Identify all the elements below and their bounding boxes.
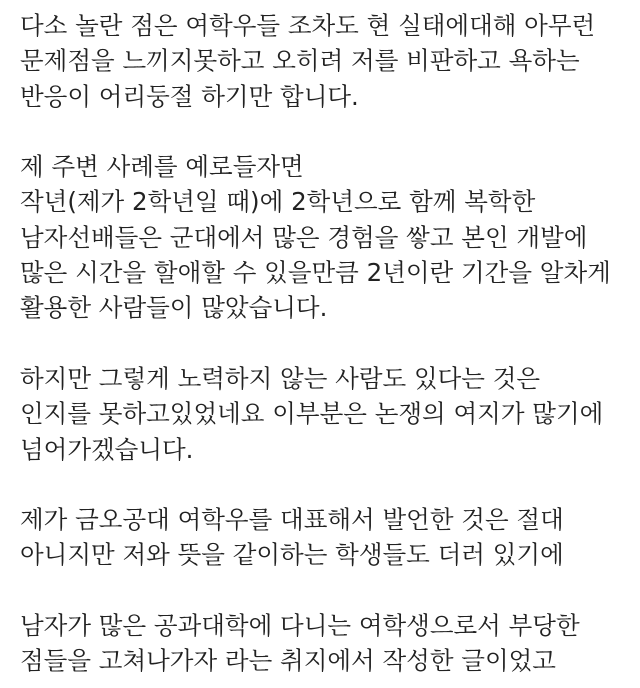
text-line: 남자가 많은 공과대학에 다니는 여학생으로서 부당한 <box>20 611 580 641</box>
text-line: 제가 금오공대 여학우를 대표해서 발언한 것은 절대 <box>20 505 564 535</box>
text-line: 다소 놀란 점은 여학우들 조차도 현 실태에대해 아무런 <box>20 11 596 40</box>
text-line: 점들을 고쳐나가자 라는 취지에서 작성한 글이었고 <box>20 646 556 676</box>
text-line: 아니지만 저와 뜻을 같이하는 학생들도 더러 있기에 <box>20 540 564 570</box>
text-line: 많은 시간을 할애할 수 있을만큼 2년이란 기간을 알차게 <box>20 258 611 288</box>
text-line: 인지를 못하고있었네요 이부분은 논쟁의 여지가 많기에 <box>20 399 604 429</box>
text-line: 문제점을 느끼지못하고 오히려 저를 비판하고 욕하는 <box>20 46 580 76</box>
paragraph-4 <box>20 502 630 573</box>
paragraph-5 <box>20 608 630 679</box>
text-line: 제 주변 사례를 예로들자면 <box>20 152 304 182</box>
text-line: 활용한 사람들이 많았습니다. <box>20 293 328 323</box>
paragraph-3 <box>20 361 630 467</box>
paragraph-2 <box>20 149 630 325</box>
post-body <box>20 8 630 679</box>
text-line: 작년(제가 2학년일 때)에 2학년으로 함께 복학한 <box>20 187 536 217</box>
text-line: 남자선배들은 군대에서 많은 경험을 쌓고 본인 개발에 <box>20 222 588 252</box>
paragraph-1 <box>20 8 630 114</box>
text-line: 넘어가겠습니다. <box>20 434 194 464</box>
text-line: 하지만 그렇게 노력하지 않는 사람도 있다는 것은 <box>20 363 541 393</box>
text-line: 반응이 어리둥절 하기만 합니다. <box>20 81 359 111</box>
